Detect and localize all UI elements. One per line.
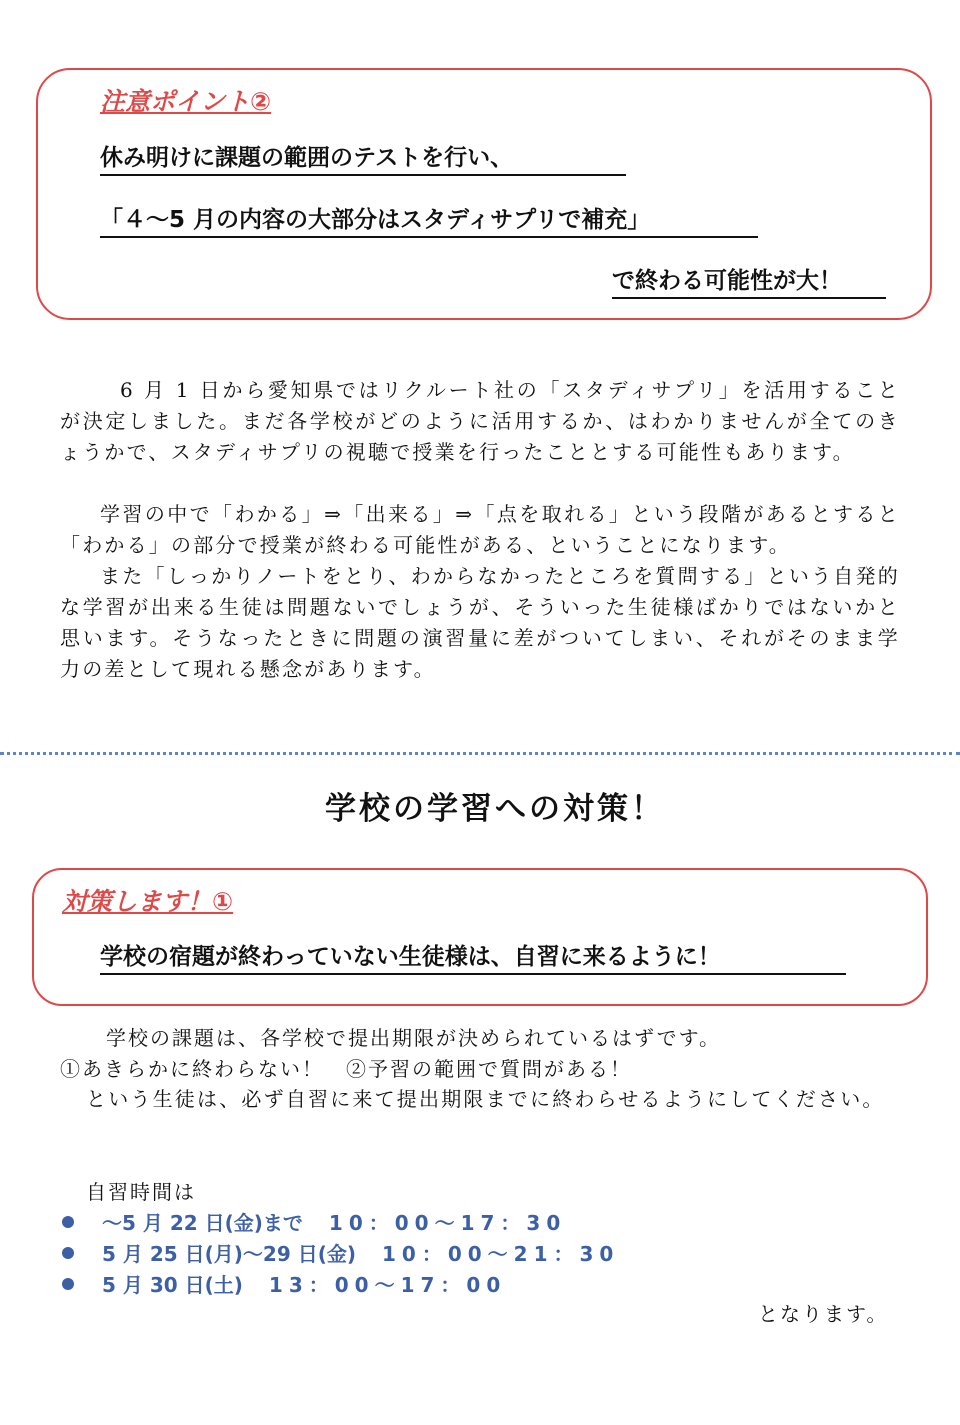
- measure-title: 対策します！①: [62, 887, 234, 916]
- self-study-label: 自習時間は: [86, 1180, 196, 1204]
- measure-text-line-2: ①あきらかに終わらない！ ②予習の範囲で質問がある！: [60, 1057, 632, 1081]
- schedule-time: 10：00～17：30: [328, 1211, 567, 1235]
- caution-line-2: 「４～5 月の内容の大部分はスタディサプリで補充」: [100, 205, 758, 238]
- body-paragraph-3: また「しっかりノートをとり、わからなかったところを質問する」という自発的な学習が出来る生徒は問題ないでしょうが、そういった生徒様ばかりではないかと思います。そうなったときに問題の演習量に差がついてしまい、それがそのまま学力の差として現れる懸念があります。: [60, 564, 900, 681]
- schedule-dates: ～5 月 22 日(金)まで: [102, 1211, 303, 1235]
- caution-line-3: で終わる可能性が大！: [612, 266, 886, 299]
- caution-line-1: 休み明けに課題の範囲のテストを行い、: [100, 143, 626, 176]
- measure-line-1: 学校の宿題が終わっていない生徒様は、自習に来るように！: [100, 942, 846, 975]
- bullet-icon: [62, 1247, 74, 1259]
- caution-point-title: 注意ポイント②: [100, 87, 272, 116]
- measure-text-line-3: という生徒は、必ず自習に来て提出期限までに終わらせるようにしてください。: [86, 1087, 885, 1111]
- schedule-time: 10：00～21：30: [382, 1242, 620, 1266]
- section-heading: 学校の学習への対策！: [325, 791, 665, 827]
- schedule-dates: 5 月 30 日(土): [102, 1273, 243, 1297]
- schedule-list: [58, 1206, 619, 1299]
- schedule-time: 13：00～17：00: [268, 1273, 507, 1297]
- measure-text-line-1: 学校の課題は、各学校で提出期限が決められているはずです。: [106, 1026, 721, 1050]
- closing-text: となります。: [758, 1302, 889, 1326]
- bullet-icon: [62, 1216, 74, 1228]
- section-divider: [0, 752, 960, 755]
- schedule-dates: 5 月 25 日(月)～29 日(金): [102, 1242, 356, 1266]
- body-paragraph-2: 学習の中で「わかる」⇒「出来る」⇒「点を取れる」という段階があるとすると「わかる」の部分で授業が終わる可能性がある、ということになります。: [60, 502, 900, 557]
- schedule-item: [58, 1268, 619, 1299]
- schedule-item: [58, 1206, 619, 1237]
- body-paragraph-1: 6 月 1 日から愛知県ではリクルート社の「スタディサプリ」を活用することが決定しました。まだ各学校がどのように活用するか、はわかりませんが全てのきょうかで、スタディサプリの視聴で授業を行ったこととする可能性もあります。: [60, 378, 900, 464]
- schedule-item: [58, 1237, 619, 1268]
- bullet-icon: [62, 1278, 74, 1290]
